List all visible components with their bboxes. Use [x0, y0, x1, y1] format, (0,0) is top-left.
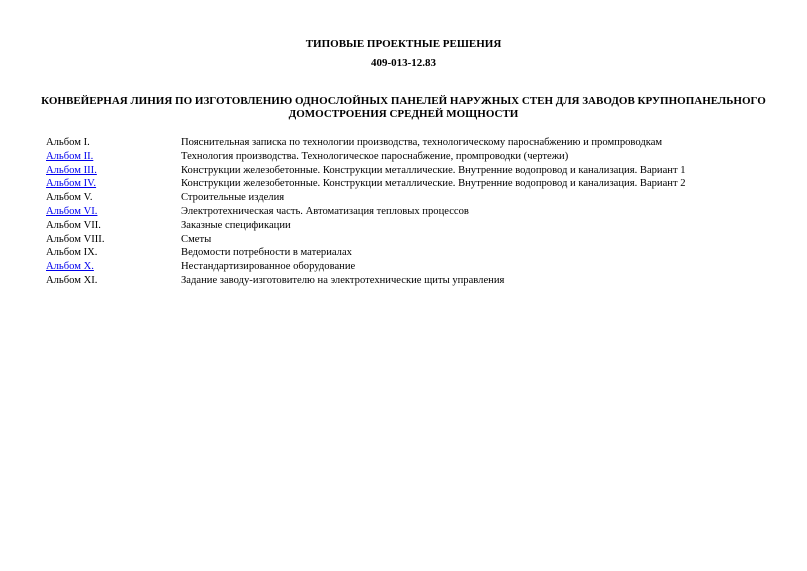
album-desc-6: Электротехническая часть. Автоматизация тепловых процессов — [181, 205, 469, 217]
album-row-7 — [46, 219, 786, 233]
album-row-11 — [46, 274, 786, 288]
album-link-10[interactable]: Альбом X. — [46, 261, 94, 273]
album-row-1 — [46, 136, 786, 150]
album-desc-2: Технология производства. Технологическое пароснабжение, промпроводки (чертежи) — [181, 150, 569, 162]
album-name-9: Альбом IX. — [46, 247, 98, 259]
project-code: 409-013-12.83 — [370, 57, 437, 69]
album-name-5: Альбом V. — [46, 192, 93, 204]
document-title: КОНВЕЙЕРНАЯ ЛИНИЯ ПО ИЗГОТОВЛЕНИЮ ОДНОСЛОЙНЫХ ПАНЕЛЕЙ НАРУЖНЫХ СТЕН ДЛЯ ЗАВОДОВ КРУПНОПАНЕЛЬНОГО ДОМОСТРОЕНИЯ СРЕДНЕЙ МОЩНОСТИ — [41, 95, 766, 120]
album-list — [46, 136, 786, 288]
album-row-5 — [46, 191, 786, 205]
album-desc-8: Сметы — [181, 233, 212, 245]
album-name-1: Альбом I. — [46, 137, 90, 148]
album-row-3 — [46, 164, 786, 178]
album-row-8 — [46, 233, 786, 247]
album-desc-11: Задание заводу-изготовителю на электротехнические щиты управления — [181, 274, 505, 286]
album-desc-1: Пояснительная записка по технологии производства, технологическому пароснабжению и промпроводкам — [181, 137, 663, 148]
album-name-11: Альбом XI. — [46, 274, 98, 286]
album-link-2[interactable]: Альбом II. — [46, 150, 94, 162]
album-row-6 — [46, 205, 786, 219]
album-row-9 — [46, 246, 786, 260]
album-row-4 — [46, 177, 786, 191]
album-link-3[interactable]: Альбом III. — [46, 164, 97, 176]
album-desc-9: Ведомости потребности в материалах — [181, 247, 352, 259]
album-desc-10: Нестандартизированное оборудование — [181, 261, 356, 273]
album-name-8: Альбом VIII. — [46, 233, 105, 245]
album-desc-3: Конструкции железобетонные. Конструкции металлические. Внутренние водопровод и канализация. Вариант 1 — [181, 164, 686, 176]
album-row-2 — [46, 150, 786, 164]
album-name-7: Альбом VII. — [46, 219, 101, 231]
album-row-10 — [46, 260, 786, 274]
album-desc-5: Строительные изделия — [181, 192, 285, 204]
album-link-4[interactable]: Альбом IV. — [46, 178, 97, 190]
album-desc-7: Заказные спецификации — [181, 219, 291, 231]
album-desc-4: Конструкции железобетонные. Конструкции металлические. Внутренние водопровод и канализация. Вариант 2 — [181, 178, 686, 190]
series-heading: ТИПОВЫЕ ПРОЕКТНЫЕ РЕШЕНИЯ — [305, 38, 502, 50]
album-link-6[interactable]: Альбом VI. — [46, 205, 98, 217]
